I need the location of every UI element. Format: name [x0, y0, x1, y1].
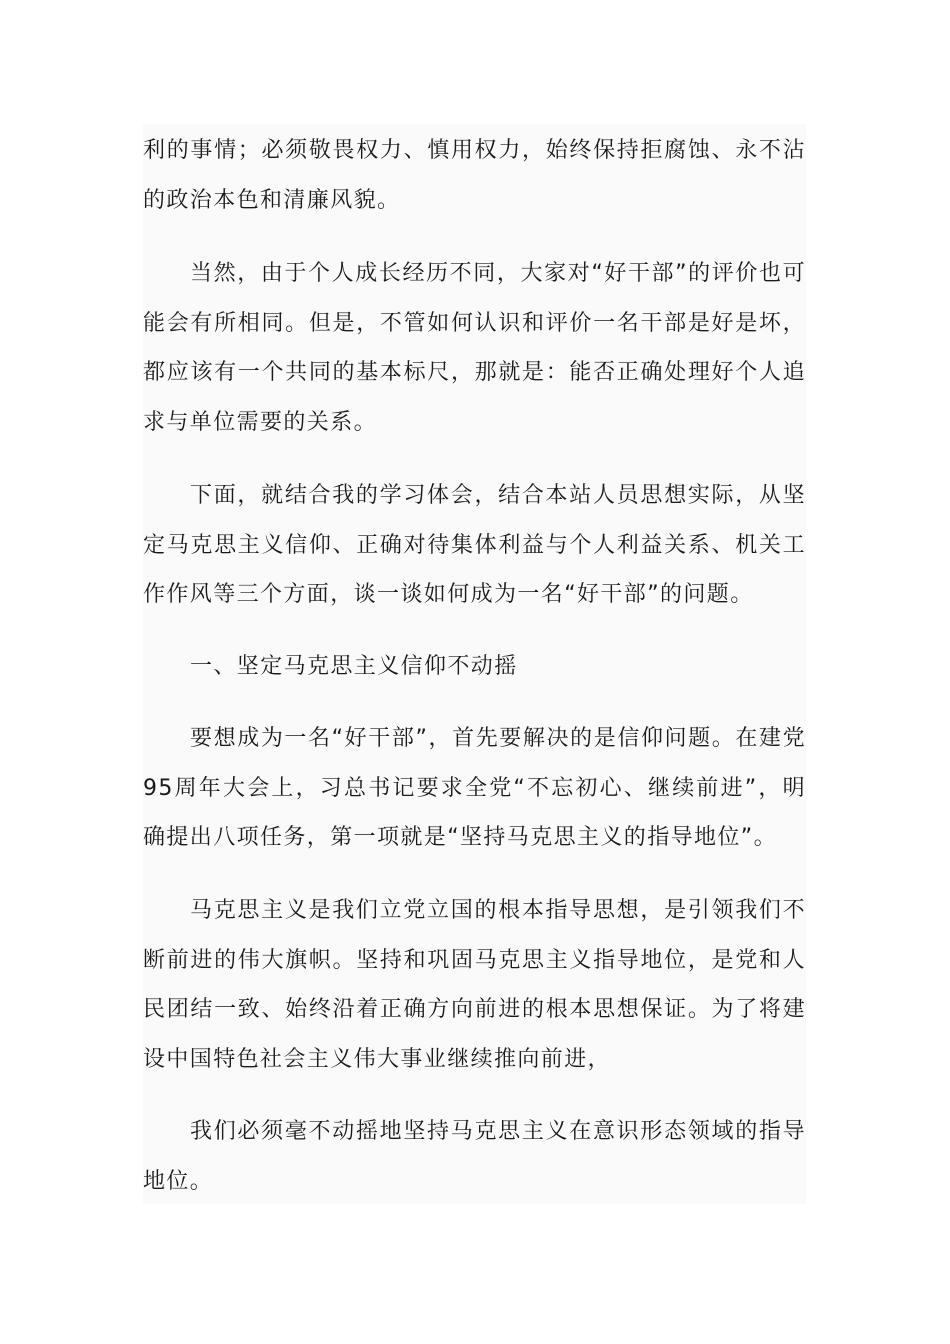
paragraph-marxism: 马克思主义是我们立党立国的根本指导思想，是引领我们不断前进的伟大旗帜。坚持和巩固马克思主义指导地位，是党和人民团结一致、始终沿着正确方向前进的根本思想保证。为了将建设中国特色社会主义伟大事业继续推向前进，: [143, 898, 806, 1072]
paragraph-introduction: 下面，就结合我的学习体会，结合本站人员思想实际，从坚定马克思主义信仰、正确对待集体利益与个人利益关系、机关工作作风等三个方面，谈一谈如何成为一名“好干部”的问题。: [143, 483, 806, 607]
document-page: [143, 124, 806, 1204]
paragraph-evaluation: 当然，由于个人成长经历不同，大家对“好干部”的评价也可能会有所相同。但是，不管如何认识和评价一名干部是好是坏，都应该有一个共同的基本标尺，那就是：能否正确处理好个人追求与单位需要的关系。: [143, 261, 806, 435]
paragraph-conclusion: 我们必须毫不动摇地坚持马克思主义在意识形态领域的指导地位。: [143, 1119, 806, 1194]
paragraph-continuation: 利的事情；必须敬畏权力、慎用权力，始终保持拒腐蚀、永不沾的政治本色和清廉风貌。: [143, 138, 806, 213]
section-heading: 一、坚定马克思主义信仰不动摇: [190, 654, 518, 679]
paragraph-belief: 要想成为一名“好干部”，首先要解决的是信仰问题。在建党95周年大会上，习总书记要求全党“不忘初心、继续前进”，明确提出八项任务，第一项就是“坚持马克思主义的指导地位”。: [143, 726, 806, 850]
